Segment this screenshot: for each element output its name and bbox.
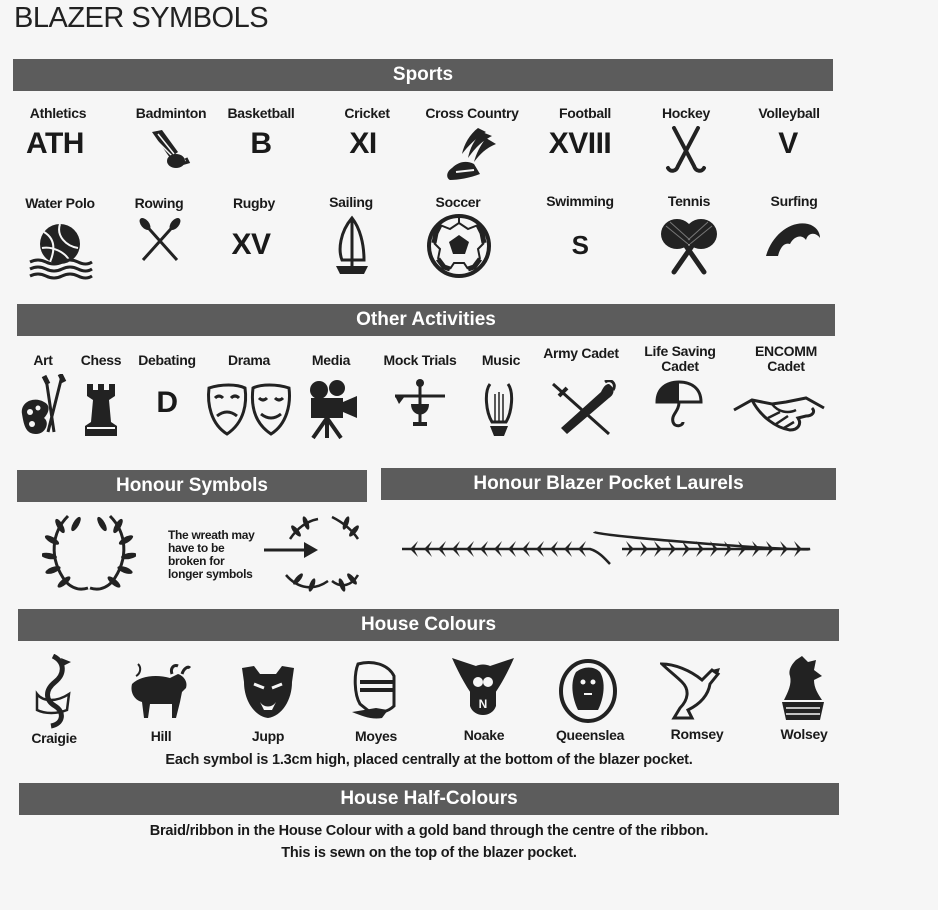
sport-label-badminton: Badminton	[135, 105, 207, 121]
sport-label-water-polo: Water Polo	[25, 195, 95, 211]
house-label-noake: Noake	[463, 727, 505, 743]
water-polo-ball-icon	[26, 218, 94, 280]
section-title-pocket-laurels: Honour Blazer Pocket Laurels	[473, 473, 744, 494]
svg-text:N: N	[478, 697, 488, 711]
tennis-rackets-icon	[656, 214, 722, 278]
honour-note-line2: have to be	[168, 541, 225, 555]
house-label-wolsey: Wolsey	[780, 726, 828, 742]
lion-medallion-icon	[558, 658, 618, 724]
activity-label-art: Art	[33, 352, 53, 368]
activity-label-life-saving-line1: Life Saving	[644, 343, 716, 359]
lion-crown-icon	[778, 656, 828, 726]
section-title-other-activities: Other Activities	[356, 309, 496, 330]
winged-shoe-icon	[440, 124, 500, 186]
sport-code-cricket: XI	[349, 127, 377, 160]
sport-label-rowing: Rowing	[134, 195, 184, 211]
sport-code-basketball: B	[250, 127, 272, 160]
section-title-house-half-colours: House Half-Colours	[340, 788, 518, 809]
sport-label-rugby: Rugby	[232, 195, 276, 211]
drama-masks-icon	[203, 382, 295, 438]
honour-note-line4: longer symbols	[168, 567, 253, 581]
crossed-oars-icon	[137, 216, 183, 264]
section-bar-house-colours	[18, 609, 839, 641]
half-colours-note-line1: Braid/ribbon in the House Colour with a gold band through the centre of the ribbon.	[149, 823, 709, 839]
honour-note-line3: broken for	[168, 554, 225, 568]
section-bar-honour-symbols	[17, 470, 367, 502]
handshake-icon	[732, 386, 826, 438]
sport-label-football: Football	[558, 105, 612, 121]
sport-code-swimming: S	[571, 230, 589, 260]
sport-code-volleyball: V	[778, 127, 798, 160]
sport-code-football: XVIII	[548, 127, 612, 160]
activity-label-mock-trials: Mock Trials	[383, 352, 457, 368]
activity-label-encomm-line2: Cadet	[767, 358, 805, 374]
sport-label-swimming: Swimming	[546, 193, 614, 209]
hockey-sticks-icon	[664, 126, 708, 176]
activity-label-life-saving-line2: Cadet	[661, 358, 699, 374]
chess-rook-icon	[81, 380, 121, 438]
sport-label-surfing: Surfing	[770, 193, 818, 209]
laurel-wreath-icon	[42, 512, 136, 599]
activity-label-debating: Debating	[138, 352, 196, 368]
section-bar-other-activities	[17, 304, 835, 336]
sport-label-cricket: Cricket	[344, 105, 390, 121]
activity-label-media: Media	[311, 352, 351, 368]
sailboat-icon	[330, 214, 374, 278]
house-label-queenslea: Queenslea	[555, 727, 625, 743]
knight-helmet-icon	[348, 660, 402, 722]
film-camera-icon	[305, 378, 361, 440]
owl-icon	[450, 656, 516, 726]
soccer-ball-icon	[426, 213, 492, 279]
wave-icon	[762, 218, 824, 258]
section-bar-house-half-colours	[19, 783, 839, 815]
sport-label-soccer: Soccer	[435, 194, 481, 210]
sport-label-basketball: Basketball	[227, 105, 295, 121]
section-title-house-colours: House Colours	[360, 614, 497, 635]
panther-head-icon	[238, 662, 298, 720]
activity-code-debating: D	[156, 386, 178, 419]
house-label-romsey: Romsey	[670, 726, 724, 742]
honour-note-line1: The wreath may	[168, 528, 255, 542]
activity-label-encomm-line1: ENCOMM	[755, 343, 817, 359]
sport-code-athletics: ATH	[26, 127, 84, 160]
dragon-crest-icon	[31, 654, 75, 730]
house-label-hill: Hill	[150, 728, 172, 744]
sport-label-athletics: Athletics	[29, 105, 87, 121]
palette-brushes-icon	[16, 374, 70, 440]
house-label-moyes: Moyes	[354, 728, 398, 744]
sword-torch-icon	[547, 380, 619, 438]
sport-label-tennis: Tennis	[667, 193, 711, 209]
broken-wreath-icon	[284, 513, 364, 598]
sport-code-rugby: XV	[231, 228, 271, 261]
section-title-sports: Sports	[392, 64, 454, 85]
pocket-laurel-icon	[400, 530, 812, 573]
house-label-craigie: Craigie	[31, 730, 77, 746]
shuttlecock-icon	[148, 128, 196, 178]
section-bar-sports	[13, 59, 833, 91]
house-label-jupp: Jupp	[251, 728, 285, 744]
activity-label-music: Music	[481, 352, 521, 368]
section-title-honour-symbols: Honour Symbols	[115, 475, 268, 496]
half-colours-note-line2: This is sewn on the top of the blazer pocket.	[281, 845, 577, 861]
section-bar-pocket-laurels	[381, 468, 836, 500]
scales-icon	[391, 378, 449, 430]
house-size-note: Each symbol is 1.3cm high, placed centrally at the bottom of the blazer pocket.	[165, 752, 693, 768]
lyre-icon	[482, 382, 516, 438]
activity-label-chess: Chess	[80, 352, 122, 368]
lifesaving-flag-icon	[653, 378, 705, 432]
sport-label-sailing: Sailing	[329, 194, 373, 210]
page-title: BLAZER SYMBOLS	[14, 2, 269, 34]
sport-label-volleyball: Volleyball	[758, 105, 820, 121]
activity-label-drama: Drama	[227, 352, 271, 368]
bull-icon	[126, 662, 192, 720]
sport-label-hockey: Hockey	[661, 105, 711, 121]
eagle-icon	[660, 660, 728, 720]
activity-label-army-cadet: Army Cadet	[543, 345, 619, 361]
sport-label-cross-country: Cross Country	[425, 105, 519, 121]
